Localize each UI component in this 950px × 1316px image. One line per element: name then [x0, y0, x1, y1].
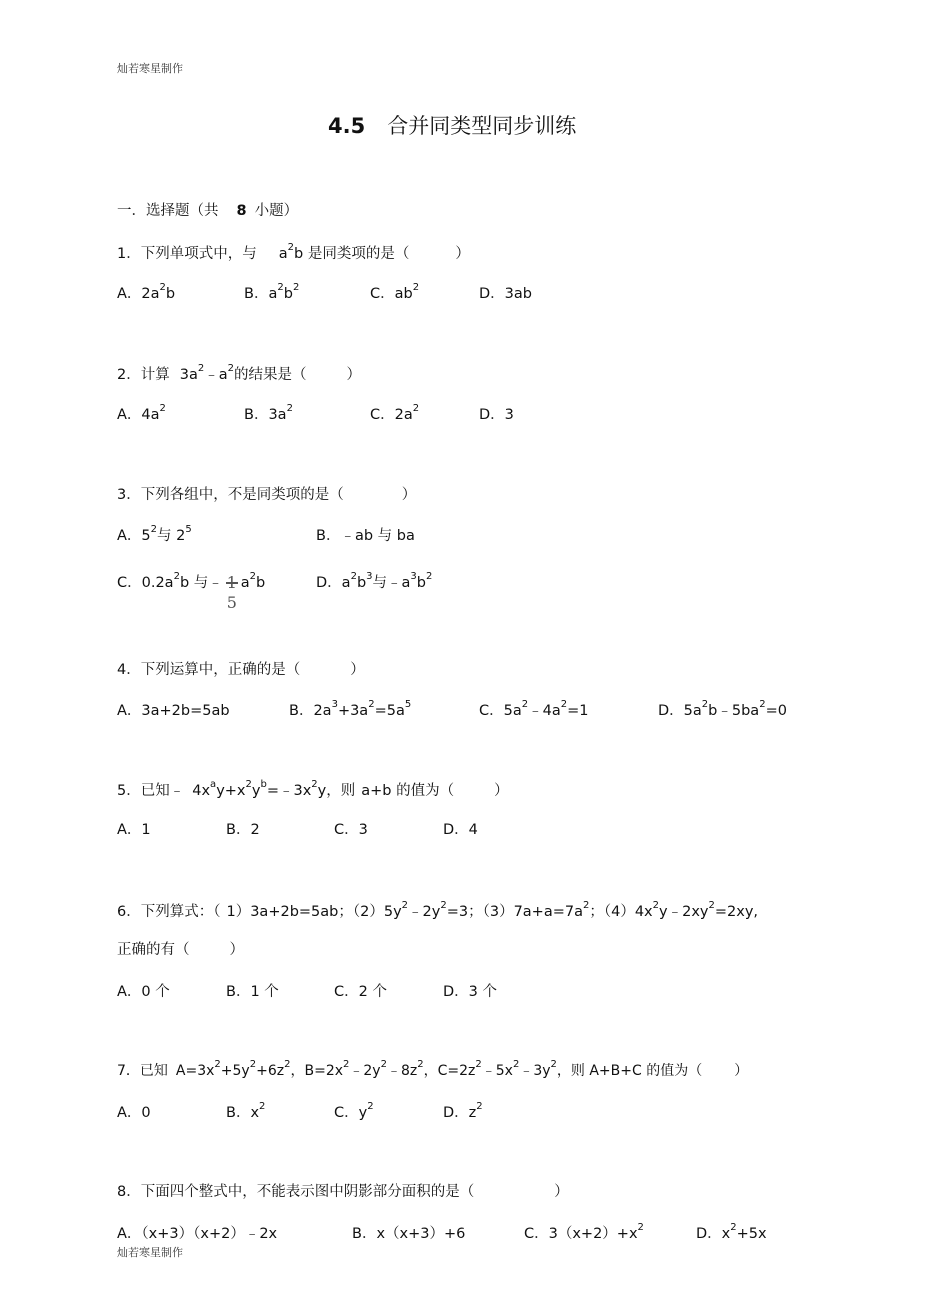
math-text: 5 — [226, 593, 237, 612]
question-7-option-c[interactable] — [334, 1101, 374, 1121]
exponent: 2 — [367, 1101, 374, 1113]
exponent: 2 — [701, 699, 709, 711]
math-text: B．a — [244, 286, 278, 302]
exponent: 2 — [214, 1059, 221, 1071]
math-text: ） — [401, 487, 417, 503]
math-text: ﹣4a — [528, 703, 561, 719]
math-text: a+b 的值为（ — [361, 783, 455, 799]
question-1-stem — [117, 242, 470, 262]
question-1-option-b[interactable] — [244, 282, 300, 302]
math-text: y+x — [216, 783, 246, 799]
exponent: 2 — [730, 1222, 737, 1234]
exponent: 2 — [521, 699, 529, 711]
math-text: ，B=2x — [290, 1063, 344, 1079]
math-text: B．3a — [244, 407, 287, 423]
math-text: A．2a — [117, 286, 160, 302]
exponent: 2 — [440, 900, 447, 912]
math-text: 6．下列算式：（ — [117, 904, 221, 920]
math-text: 5．已知﹣ — [117, 783, 185, 799]
question-7-option-d[interactable] — [443, 1101, 483, 1121]
exponent: 3 — [410, 571, 417, 583]
question-6-option-c[interactable] — [334, 985, 387, 1000]
exponent: 2 — [159, 403, 166, 415]
math-text: B．2a — [289, 703, 332, 719]
math-text: =0 — [765, 703, 787, 719]
math-text: b﹣5ba — [708, 703, 760, 719]
exponent: 2 — [277, 282, 284, 294]
question-2-option-d[interactable] — [479, 408, 514, 423]
question-count: 8 — [236, 203, 247, 219]
exponent: 2 — [637, 1222, 644, 1234]
exponent: 2 — [417, 1059, 424, 1071]
question-8-option-c[interactable] — [524, 1222, 644, 1242]
section-heading — [117, 204, 298, 219]
math-text: b — [416, 575, 427, 591]
math-text: =1 — [567, 703, 589, 719]
math-text: D．5a — [658, 703, 702, 719]
exponent: 5 — [404, 699, 412, 711]
exponent: 2 — [476, 1101, 483, 1113]
question-7-option-b[interactable] — [226, 1101, 266, 1121]
question-2-option-b[interactable] — [244, 403, 293, 423]
question-8-option-a[interactable] — [117, 1227, 277, 1242]
math-text: D．z — [443, 1105, 477, 1121]
exponent: 2 — [311, 779, 318, 791]
math-text: a — [240, 575, 250, 591]
math-text: D．3ab — [479, 286, 532, 302]
math-text: 1．下列单项式中，与 — [117, 246, 257, 262]
math-text: ，则 A+B+C 的值为（ — [556, 1063, 703, 1079]
math-text: ﹣2y — [349, 1063, 381, 1079]
exponent: 3 — [366, 571, 373, 583]
question-5-option-b[interactable] — [226, 823, 260, 838]
math-text: b 与﹣ — [179, 575, 223, 591]
question-2-option-a[interactable] — [117, 403, 166, 423]
math-text: a — [278, 246, 288, 262]
math-text: ） — [346, 367, 361, 383]
question-5-option-a[interactable] — [117, 823, 151, 838]
math-text: D．a — [316, 575, 351, 591]
math-text: ） — [455, 246, 470, 262]
math-text: 3a — [179, 367, 198, 383]
exponent: 2 — [197, 363, 205, 375]
question-6-option-d[interactable] — [443, 985, 497, 1000]
question-5-stem — [117, 779, 509, 799]
exponent: 2 — [150, 524, 158, 536]
exponent: 2 — [512, 1059, 520, 1071]
math-text: 1）3a+2b=5ab；（2）5y — [226, 904, 402, 920]
math-text: b — [165, 286, 176, 302]
math-text: 与 2 — [157, 528, 186, 544]
question-4-option-b[interactable] — [289, 699, 412, 719]
exponent: 2 — [159, 282, 166, 294]
math-text: C．3（x+2）+x — [524, 1226, 638, 1242]
math-text: B．1 个 — [226, 984, 279, 1000]
math-text: ﹣2y — [408, 904, 441, 920]
math-text: A．1 — [117, 822, 151, 838]
question-5-option-d[interactable] — [443, 823, 478, 838]
exponent: 2 — [380, 1059, 387, 1071]
question-7-stem — [117, 1059, 749, 1079]
title-text: 合并同类型同步训练 — [387, 114, 577, 138]
math-text: 的结果是（ — [234, 367, 307, 383]
question-1-option-c[interactable] — [370, 282, 420, 302]
math-text: C．2a — [370, 407, 413, 423]
math-text: ） — [494, 783, 509, 799]
question-7-option-a[interactable] — [117, 1106, 151, 1121]
math-text: y — [251, 783, 261, 799]
math-text: D．3 个 — [443, 984, 497, 1000]
exponent: 2 — [350, 571, 357, 583]
math-text: D．x — [696, 1226, 731, 1242]
math-text: b 是同类项的是（ — [294, 246, 410, 262]
page-title — [328, 116, 576, 137]
exponent: 3 — [331, 699, 338, 711]
title-number: 4.5 — [328, 114, 366, 138]
math-text: D．3 — [479, 407, 514, 423]
math-text: ，C=2z — [423, 1063, 476, 1079]
math-text: =5a — [374, 703, 405, 719]
exponent: 2 — [292, 282, 300, 294]
question-3-option-a[interactable] — [117, 524, 192, 544]
exponent: 2 — [582, 900, 590, 912]
exponent: 2 — [708, 900, 715, 912]
exponent: 5 — [185, 524, 192, 536]
exponent: b — [260, 779, 267, 791]
exponent: 2 — [426, 571, 433, 583]
math-text: =﹣3x — [266, 783, 312, 799]
page-header: 灿若寒星制作 — [117, 62, 183, 75]
math-text: A．（x+3）（x+2）﹣2x — [117, 1226, 278, 1242]
question-3-option-b[interactable] — [316, 529, 415, 544]
math-text: y，则 — [317, 783, 356, 799]
question-4-option-c[interactable] — [479, 699, 589, 719]
math-text: ） — [350, 662, 365, 678]
question-5-option-c[interactable] — [334, 823, 368, 838]
exponent: 2 — [284, 1059, 291, 1071]
math-text: +5y — [220, 1063, 250, 1079]
math-text: 小题） — [254, 203, 299, 219]
exponent: 2 — [173, 571, 180, 583]
math-text: B．x — [226, 1105, 260, 1121]
math-text: b — [356, 575, 367, 591]
question-2-stem — [117, 363, 361, 383]
question-2-option-c[interactable] — [370, 403, 420, 423]
math-text: A．0 — [117, 1105, 151, 1121]
math-text: C．5a — [479, 703, 522, 719]
fraction-one-fifth — [225, 563, 239, 612]
math-text: B．﹣ab 与 ba — [316, 528, 415, 544]
math-text: ） — [229, 942, 244, 958]
exponent: 2 — [412, 282, 420, 294]
math-text: +6z — [256, 1063, 285, 1079]
math-text: 2．计算 — [117, 367, 170, 383]
math-text: 7．已知 — [117, 1063, 168, 1079]
math-text: ﹣8z — [386, 1063, 418, 1079]
question-6-option-b[interactable] — [226, 985, 279, 1000]
exponent: 2 — [249, 571, 257, 583]
exponent: 2 — [249, 1059, 257, 1071]
math-text: A．5 — [117, 528, 151, 544]
math-text: B．2 — [226, 822, 260, 838]
exponent: 2 — [759, 699, 766, 711]
math-text: A．0 个 — [117, 984, 170, 1000]
math-text: D．4 — [443, 822, 478, 838]
exponent: a — [210, 779, 217, 791]
question-8-option-b[interactable] — [352, 1227, 465, 1242]
math-text: C．y — [334, 1105, 368, 1121]
math-text: 8．下面四个整式中，不能表示图中阴影部分面积的是（ — [117, 1184, 475, 1200]
math-text: 与﹣a — [372, 575, 411, 591]
math-text: 4．下列运算中，正确的是（ — [117, 662, 301, 678]
question-3-option-d[interactable] — [316, 571, 433, 591]
math-text: +5x — [736, 1226, 767, 1242]
math-text: A．4a — [117, 407, 160, 423]
exponent: 2 — [245, 779, 252, 791]
math-text: b — [283, 286, 293, 302]
question-1-option-d[interactable] — [479, 287, 532, 302]
math-text: B．x（x+3）+6 — [352, 1226, 466, 1242]
math-text: ） — [734, 1063, 749, 1079]
math-text: C．ab — [370, 286, 413, 302]
exponent: 2 — [652, 900, 660, 912]
question-4-stem — [117, 663, 365, 678]
math-text: C．3 — [334, 822, 368, 838]
math-text: 正确的有（ — [117, 942, 190, 958]
exponent: 2 — [343, 1059, 350, 1071]
question-8-option-d[interactable] — [696, 1222, 767, 1242]
exponent: 2 — [259, 1101, 266, 1113]
math-text: ﹣a — [204, 367, 228, 383]
question-3-option-c[interactable] — [117, 563, 266, 612]
exponent: 2 — [475, 1059, 482, 1071]
math-text: A=3x — [175, 1063, 215, 1079]
math-text: ﹣5x — [481, 1063, 513, 1079]
math-text: ﹣3y — [519, 1063, 551, 1079]
question-4-option-a[interactable] — [117, 704, 230, 719]
question-1-option-a[interactable] — [117, 282, 176, 302]
math-text: 4x — [192, 783, 211, 799]
math-text: 一．选择题（共 — [117, 203, 219, 219]
question-6-option-a[interactable] — [117, 985, 170, 1000]
math-text: b — [256, 575, 266, 591]
exponent: 2 — [401, 900, 409, 912]
math-text: A．3a+2b=5ab — [117, 703, 230, 719]
question-6-stem-line2 — [117, 943, 244, 958]
exponent: 2 — [560, 699, 568, 711]
exponent: 2 — [550, 1059, 557, 1071]
exponent: 2 — [412, 403, 420, 415]
question-6-stem — [117, 900, 759, 920]
math-text: +3a — [337, 703, 369, 719]
math-text: y﹣2xy — [659, 904, 709, 920]
math-text: 3．下列各组中，不是同类项的是（ — [117, 487, 344, 503]
page-footer: 灿若寒星制作 — [117, 1246, 183, 1259]
exponent: 2 — [287, 242, 294, 254]
question-3-stem — [117, 488, 416, 503]
math-text: C．0.2a — [117, 575, 174, 591]
exponent: 2 — [227, 363, 234, 375]
math-text: C．2 个 — [334, 984, 387, 1000]
question-4-option-d[interactable] — [658, 699, 787, 719]
math-text: =3；（3）7a+a=7a — [446, 904, 583, 920]
math-text: =2xy, — [714, 904, 759, 920]
math-text: ） — [554, 1184, 569, 1200]
exponent: 2 — [286, 403, 293, 415]
exponent: 2 — [368, 699, 375, 711]
math-text: ；（4）4x — [589, 904, 653, 920]
question-8-stem — [117, 1185, 569, 1200]
